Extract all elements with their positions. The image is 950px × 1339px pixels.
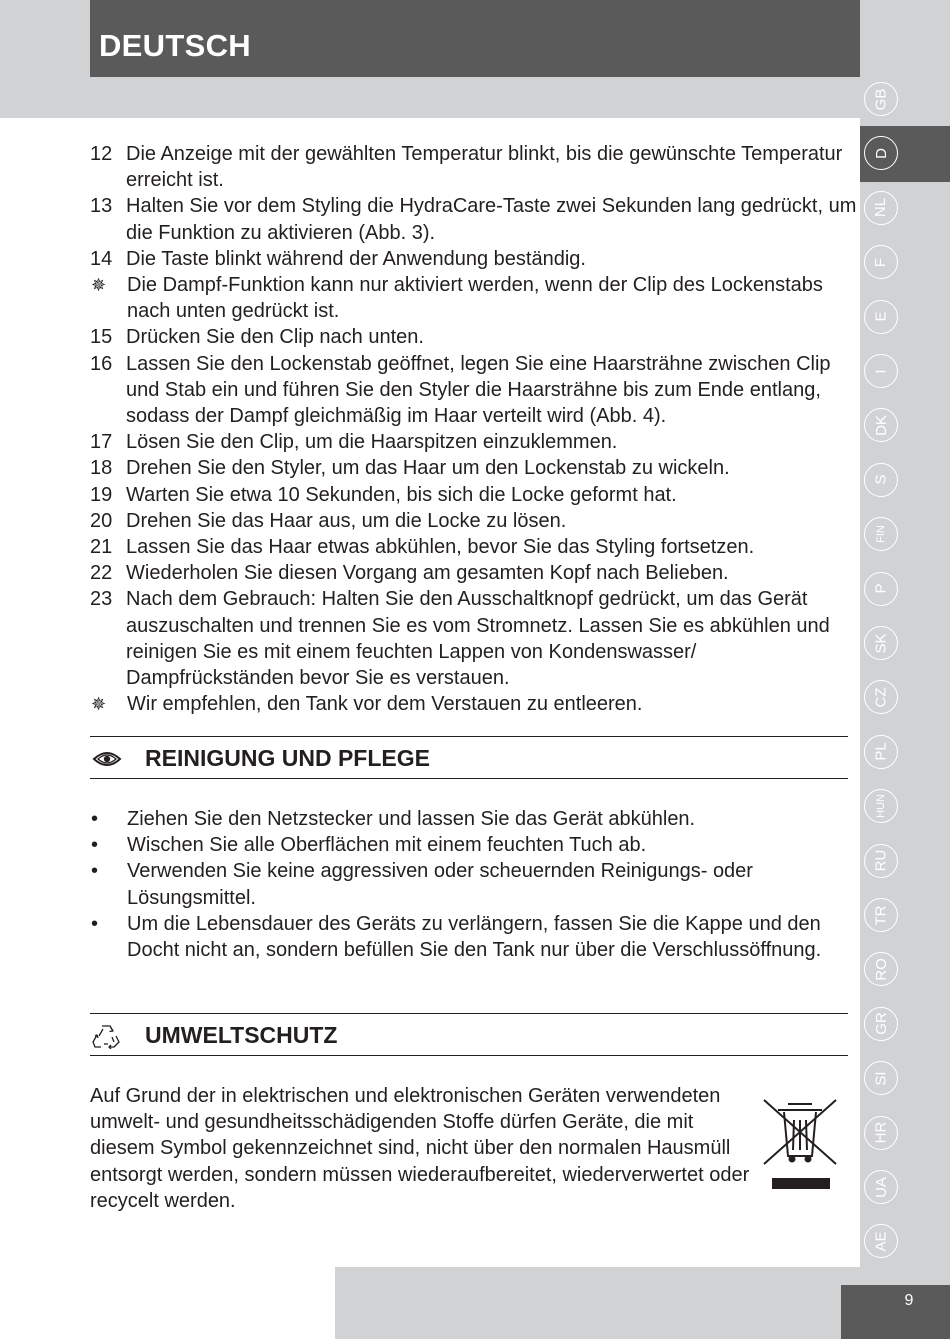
step-number: 19: [90, 483, 113, 506]
language-tab-sk[interactable]: [864, 626, 898, 660]
step-item: [90, 534, 860, 560]
language-tab-hr[interactable]: [864, 1116, 898, 1150]
environment-paragraph: Auf Grund der in elektrischen und elektronischen Geräten verwendeten umwelt- und gesundheitsschädigenden Stoffe dürfen Geräte, die mit diesem Symbol gekennzeichnet sind, nicht über den normalen Hausmüll entsorgt werden, sondern müssen wiederaufbereitet, wiederverwertet oder recycelt werden.: [90, 1085, 750, 1212]
step-text: Lassen Sie den Lockenstab geöffnet, legen Sie eine Haarsträhne zwischen Clip und Stab ein und führen Sie den Styler die Haarsträhne bis zum Ende entlang, sodass der Dampf gleichmäßig im Haar verteilt wird (Abb. 4).: [126, 352, 831, 428]
language-tab-gr[interactable]: [864, 1007, 898, 1041]
star-icon: ✵: [91, 694, 107, 715]
step-text: Die Anzeige mit der gewählten Temperatur blinkt, bis die gewünschte Temperatur erreicht ist.: [126, 143, 843, 192]
language-tab-label: HR: [872, 1121, 890, 1144]
step-item: [90, 429, 860, 455]
step-item: [90, 324, 860, 350]
step-item: [90, 246, 860, 272]
list-item-text: Wischen Sie alle Oberflächen mit einem feuchten Tuch ab.: [127, 834, 647, 857]
step-number: 20: [90, 509, 113, 532]
step-text: Nach dem Gebrauch: Halten Sie den Ausschaltknopf gedrückt, um das Gerät auszuschalten und trennen Sie es vom Stromnetz. Lassen Sie es abkühlen und reinigen Sie es mit einem feuchten Lappen von Kondenswasser/ Dampfrückständen bevor Sie es verstauen.: [126, 588, 830, 690]
list-item: [90, 806, 830, 832]
step-item: [90, 455, 860, 481]
step-text: Lassen Sie das Haar etwas abkühlen, bevor Sie das Styling fortsetzen.: [126, 536, 755, 559]
language-tab-label: S: [872, 474, 890, 485]
step-number: 23: [90, 588, 113, 611]
step-text: Halten Sie vor dem Styling die HydraCare-Taste zwei Sekunden lang gedrückt, um die Funktion zu aktivieren (Abb. 3).: [126, 195, 857, 244]
language-tab-e[interactable]: [864, 300, 898, 334]
language-tab-label: GB: [872, 88, 890, 110]
bullet-mark: •: [91, 808, 99, 830]
step-item: [90, 141, 860, 193]
language-tab-nl[interactable]: [864, 191, 898, 225]
language-tab-ru[interactable]: [864, 844, 898, 878]
language-tab-label: P: [872, 583, 890, 594]
step-text: Die Taste blinkt während der Anwendung beständig.: [126, 247, 586, 270]
language-tab-gb[interactable]: [864, 82, 898, 116]
section-title-cleaning: REINIGUNG UND PFLEGE: [145, 745, 430, 771]
step-number: 22: [90, 562, 113, 585]
step-item: [90, 586, 860, 691]
language-tab-label: F: [872, 257, 890, 267]
language-tab-label: SI: [872, 1071, 890, 1086]
step-text: Wiederholen Sie diesen Vorgang am gesamten Kopf nach Belieben.: [126, 562, 729, 585]
page-title: DEUTSCH: [99, 28, 251, 63]
bullet-mark: •: [91, 912, 99, 935]
step-number: 13: [90, 195, 113, 218]
language-tab-s[interactable]: [864, 463, 898, 497]
step-number: 14: [90, 247, 113, 270]
step-number: 17: [90, 431, 113, 454]
language-tab-tr[interactable]: [864, 898, 898, 932]
page-number: 9: [904, 1292, 914, 1309]
step-text: Drehen Sie den Styler, um das Haar um den Lockenstab zu wickeln.: [126, 457, 730, 480]
language-tab-label: SK: [872, 632, 890, 654]
language-tab-label: GR: [872, 1012, 890, 1036]
bullet-mark: •: [91, 860, 99, 883]
step-text: Drücken Sie den Clip nach unten.: [126, 326, 424, 349]
language-tab-label: D: [872, 147, 890, 159]
step-text: Warten Sie etwa 10 Sekunden, bis sich die Locke geformt hat.: [126, 483, 677, 506]
bullet-mark: •: [91, 834, 99, 857]
language-tab-si[interactable]: [864, 1061, 898, 1095]
language-tab-p[interactable]: [864, 572, 898, 606]
eye-icon: [92, 748, 122, 770]
section-title-environment: UMWELTSCHUTZ: [145, 1022, 338, 1048]
language-tab-label: HUN: [875, 794, 887, 819]
language-tab-f[interactable]: [864, 245, 898, 279]
step-number: 18: [90, 457, 113, 480]
weee-crossed-bin-icon: [762, 1098, 838, 1192]
step-item: [90, 272, 860, 324]
list-item-text: Um die Lebensdauer des Geräts zu verlängern, fassen Sie die Kappe und den Docht nicht an, sondern befüllen Sie den Tank nur über die Verschlussöffnung.: [127, 912, 822, 962]
step-number: 21: [90, 536, 113, 559]
list-item: [90, 858, 830, 910]
step-number: 16: [90, 352, 113, 375]
language-tab-fin[interactable]: [864, 517, 898, 551]
step-number: 12: [90, 143, 113, 165]
step-item: [90, 508, 860, 534]
section-rule-top: [90, 736, 848, 737]
language-tab-label: AE: [872, 1231, 890, 1252]
section-rule-top: [90, 1013, 848, 1014]
language-tab-i[interactable]: [864, 354, 898, 388]
language-tab-label: RU: [872, 849, 890, 872]
language-tab-label: NL: [872, 198, 890, 218]
recycle-icon: [92, 1023, 120, 1049]
list-item-text: Ziehen Sie den Netzstecker und lassen Sie das Gerät abkühlen.: [127, 808, 696, 830]
star-icon: ✵: [91, 275, 107, 296]
language-tab-label: CZ: [872, 687, 890, 708]
language-tab-hun[interactable]: [864, 789, 898, 823]
list-item: [90, 911, 830, 963]
section-rule-bottom: [90, 1055, 848, 1056]
step-text: Die Dampf-Funktion kann nur aktiviert werden, wenn der Clip des Lockenstabs nach unten gedrückt ist.: [127, 274, 823, 323]
step-item: [90, 351, 860, 430]
language-tab-pl[interactable]: [864, 735, 898, 769]
language-tab-label: PL: [872, 742, 890, 761]
language-tab-ua[interactable]: [864, 1170, 898, 1204]
step-item: [90, 482, 860, 508]
language-tab-label: TR: [872, 905, 890, 925]
language-tab-label: E: [872, 311, 890, 322]
section-rule-bottom: [90, 778, 848, 779]
language-tab-label: UA: [872, 1176, 890, 1198]
step-number: 15: [90, 326, 113, 349]
step-text: Wir empfehlen, den Tank vor dem Verstauen zu entleeren.: [127, 693, 643, 716]
language-tab-label: I: [872, 368, 890, 374]
cleaning-list: [90, 806, 830, 963]
list-item-text: Verwenden Sie keine aggressiven oder scheuernden Reinigungs- oder Lösungsmittel.: [127, 860, 753, 909]
step-text: Drehen Sie das Haar aus, um die Locke zu lösen.: [126, 509, 567, 532]
language-tab-label: FIN: [874, 525, 887, 544]
step-item: [90, 691, 860, 717]
language-tab-label: RO: [872, 958, 890, 981]
steps-list: [90, 141, 860, 717]
list-item: [90, 832, 830, 858]
language-tab-label: DK: [872, 414, 890, 436]
step-text: Lösen Sie den Clip, um die Haarspitzen einzuklemmen.: [126, 431, 618, 454]
step-item: [90, 193, 860, 245]
step-item: [90, 560, 860, 586]
